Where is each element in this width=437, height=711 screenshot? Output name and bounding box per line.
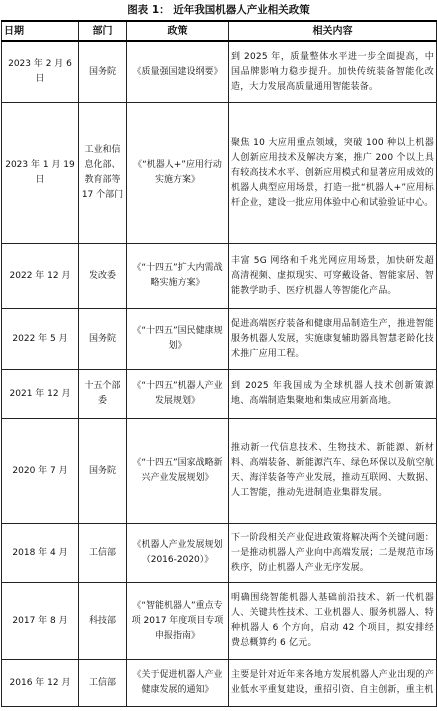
cell-content: 下一阶段相关产业促进政策将解决两个关键问题：一是推动机器人产业向中高端发展；二是规范市场秩序，防止机器人产业无序发展。 [229,524,437,583]
cell-dept: 工信部 [79,524,127,583]
table-row [2,660,437,707]
cell-content: 推动新一代信息技术、生物技术、新能源、新材料、高端装备、新能源汽车、绿色环保以及航空航天、海洋装备等产业发展，推动互联网、大数据、人工智能，推动先进制造业集群发展。 [229,419,437,524]
cell-dept: 发改委 [79,244,127,309]
table-row [2,309,437,370]
table-row [2,41,437,103]
cell-content: 到 2025 年我国成为全球机器人技术创新策源地、高端制造集聚地和集成应用新高地。 [229,370,437,419]
policy-table [1,20,437,707]
table-row [2,370,437,419]
cell-policy: 《“十四五”扩大内需战略实施方案》 [127,244,229,309]
cell-policy: 《“智能机器人”重点专项 2017 年度项目专项申报指南》 [127,583,229,660]
cell-content: 明确围绕智能机器人基础前沿技术、新一代机器人、关键共性技术、工业机器人、服务机器人、特种机器人 6 个方向，启动 42 个项目，拟安排经费总概算约 6 亿元。 [229,583,437,660]
table-row [2,583,437,660]
header-policy: 政策 [127,21,229,41]
cell-date: 2023 年 2 月 6 日 [2,41,79,103]
table-caption: 图表 1： 近年我国机器人产业相关政策 [127,4,310,16]
cell-dept: 国务院 [79,309,127,370]
cell-date: 2021 年 12 月 [2,370,79,419]
cell-dept: 科技部 [79,583,127,660]
cell-date: 2016 年 12 月 [2,660,79,707]
cell-date: 2022 年 5 月 [2,309,79,370]
cell-date: 2020 年 7 月 [2,419,79,524]
table-row [2,419,437,524]
cell-policy: 《“十四五”国家战略新兴产业发展规划》 [127,419,229,524]
table-row [2,103,437,244]
header-date: 日期 [2,21,79,41]
cell-content: 到 2025 年，质量整体水平进一步全面提高，中国品牌影响力稳步提升。加快传统装备智能化改造，大力发展高质量通用智能装备。 [229,41,437,103]
cell-date: 2023 年 1 月 19 日 [2,103,79,244]
cell-policy: 《“十四五”机器人产业发展规划》 [127,370,229,419]
cell-date: 2022 年 12 月 [2,244,79,309]
cell-policy: 《“十四五”国民健康规划》 [127,309,229,370]
cell-dept: 工信部 [79,660,127,707]
table-header-row [2,21,437,41]
cell-date: 2017 年 8 月 [2,583,79,660]
cell-content: 丰富 5G 网络和千兆光网应用场景，加快研发超高清视频、虚拟现实、可穿戴设备、智能家居、智能教学助手、医疗机器人等智能化产品。 [229,244,437,309]
cell-policy: 《“机器人+”应用行动实施方案》 [127,103,229,244]
cell-content: 聚焦 10 大应用重点领域，突破 100 种以上机器人创新应用技术及解决方案，推广 200 个以上具有较高技术水平、创新应用模式和显著应用成效的机器人典型应用场景，打造一批“机器人+”应用标杆企业，建设一批应用体验中心和试验验证中心。 [229,103,437,244]
cell-dept: 国务院 [79,419,127,524]
cell-content: 主要是针对近年来各地方发展机器人产业出现的产业低水平重复建设，重招引资、自主创新，重主机 [229,660,437,707]
cell-dept: 国务院 [79,41,127,103]
table-row [2,524,437,583]
cell-date: 2018 年 4 月 [2,524,79,583]
cell-policy: 《机器人产业发展规划（2016-2020）》 [127,524,229,583]
header-dept: 部门 [79,21,127,41]
cell-content: 促进高端医疗装备和健康用品制造生产，推进智能服务机器人发展，实施康复辅助器具智慧老龄化技术推广应用工程。 [229,309,437,370]
cell-policy: 《关于促进机器人产业健康发展的通知》 [127,660,229,707]
cell-policy: 《质量强国建设纲要》 [127,41,229,103]
header-content: 相关内容 [229,21,437,41]
cell-dept: 十五个部委 [79,370,127,419]
cell-dept: 工业和信息化部、教育部等 17 个部门 [79,103,127,244]
table-row [2,244,437,309]
